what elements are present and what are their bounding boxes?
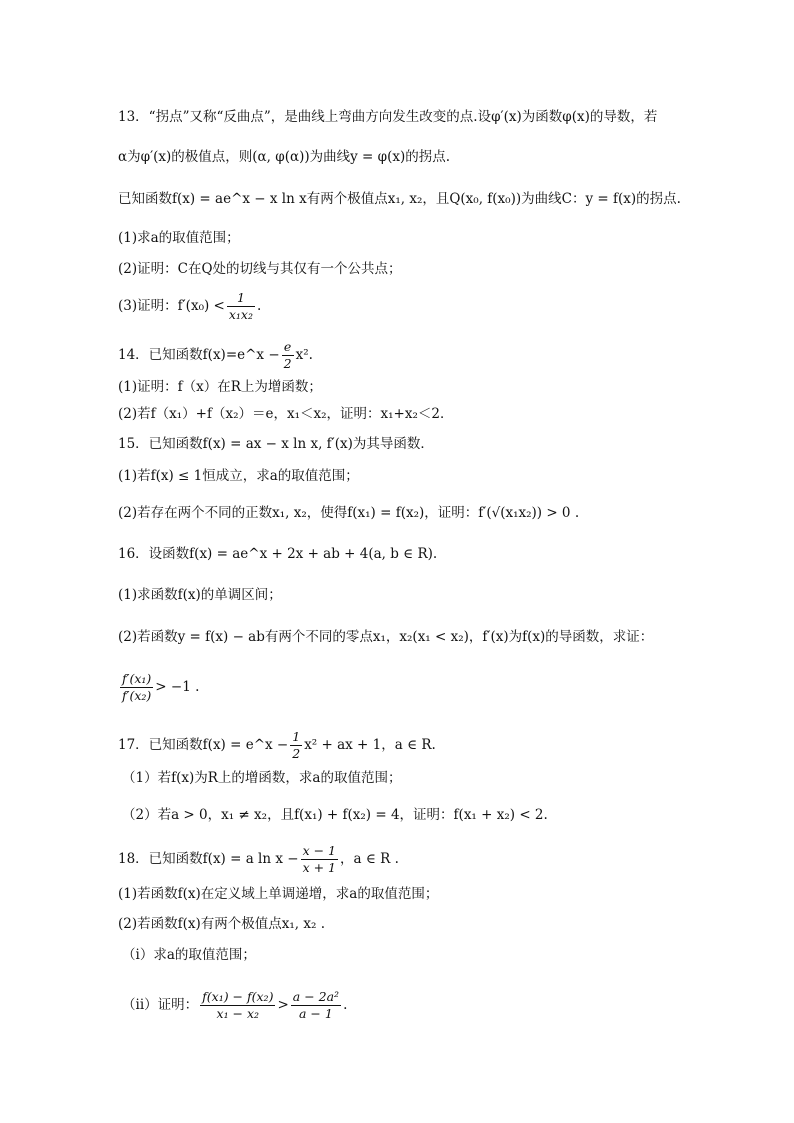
p14-stem-suffix: x². bbox=[295, 347, 313, 363]
q3-denominator: x₁x₂ bbox=[228, 307, 253, 322]
problem-13-question-2: (2)证明：C在Q处的切线与其仅有一个公共点； bbox=[118, 261, 402, 277]
p18-ii-numerator-2: a − 2a² bbox=[292, 989, 340, 1004]
problem-13-question-3 bbox=[118, 290, 714, 323]
problem-16-question-2: (2)若函数y = f(x) − ab有两个不同的零点x₁，x₂(x₁ < x₂)，f′(x)为f(x)的导函数，求证： bbox=[118, 629, 654, 645]
problem-13-line-1: 13．“拐点”又称“反曲点”，是曲线上弯曲方向发生改变的点.设φ′(x)为函数φ(x)的导数，若 bbox=[118, 109, 658, 125]
problem-15-question-2: (2)若存在两个不同的正数x₁, x₂，使得f(x₁) = f(x₂)，证明：f′(√(x₁x₂)) > 0 . bbox=[118, 505, 580, 521]
p16-fraction bbox=[120, 671, 153, 704]
p18-ii-denominator-2: a − 1 bbox=[299, 1006, 333, 1021]
p18-ii-denominator-1: x₁ − x₂ bbox=[216, 1006, 260, 1021]
q3-suffix: . bbox=[256, 298, 262, 314]
problem-18-question-1: (1)若函数f(x)在定义域上单调递增，求a的取值范围； bbox=[118, 886, 439, 902]
p17-numerator: 1 bbox=[292, 729, 301, 744]
p18-denominator: x + 1 bbox=[302, 860, 337, 875]
p18-ii-prefix: （ii）证明： bbox=[122, 997, 199, 1013]
p17-denominator: 2 bbox=[292, 746, 301, 761]
p18-stem-prefix: 18．已知函数f(x) = a ln x − bbox=[118, 851, 299, 867]
p18-ii-suffix: . bbox=[343, 997, 348, 1013]
q3-numerator: 1 bbox=[227, 290, 255, 307]
p18-fraction bbox=[301, 843, 338, 876]
p14-fraction bbox=[282, 339, 294, 372]
p18-stem-suffix: ，a ∈ R . bbox=[340, 851, 399, 867]
problem-14-question-2: (2)若f（x₁）+f（x₂）＝e，x₁＜x₂，证明：x₁+x₂＜2． bbox=[118, 406, 454, 422]
problem-17-question-1: （1）若f(x)为R上的增函数，求a的取值范围； bbox=[122, 770, 402, 786]
problem-15-stem: 15．已知函数f(x) = ax − x ln x, f′(x)为其导函数． bbox=[118, 436, 434, 452]
problem-18-question-2-i: （i）求a的取值范围； bbox=[122, 947, 256, 963]
p17-stem-suffix: x² + ax + 1，a ∈ R. bbox=[304, 737, 436, 753]
q3-fraction bbox=[227, 290, 255, 323]
problem-18-question-2: (2)若函数f(x)有两个极值点x₁, x₂ . bbox=[118, 916, 325, 932]
p17-stem-prefix: 17．已知函数f(x) = e^x − bbox=[118, 737, 289, 753]
problem-15-question-1: (1)若f(x) ≤ 1恒成立，求a的取值范围； bbox=[118, 468, 359, 484]
p14-numerator: e bbox=[282, 339, 294, 356]
p16-denominator: f′(x₂) bbox=[122, 688, 152, 703]
problem-14-stem bbox=[118, 339, 714, 372]
problem-16-question-1: (1)求函数f(x)的单调区间； bbox=[118, 587, 282, 603]
p18-ii-comparison: > bbox=[277, 997, 289, 1013]
problem-13-line-2: α为φ′(x)的极值点，则(α, φ(α))为曲线y = φ(x)的拐点. bbox=[118, 149, 451, 165]
p18-numerator: x − 1 bbox=[302, 843, 337, 858]
problem-17-stem bbox=[118, 729, 714, 762]
p18-ii-fraction-2 bbox=[291, 989, 341, 1022]
q3-prefix: (3)证明：f′(x₀) < bbox=[118, 298, 225, 314]
p14-stem-prefix: 14．已知函数f(x)=e^x − bbox=[118, 347, 280, 363]
problem-14-question-1: (1)证明：f（x）在R上为增函数； bbox=[118, 379, 322, 395]
problem-18-stem bbox=[118, 843, 714, 876]
p18-ii-numerator-1: f(x₁) − f(x₂) bbox=[202, 989, 274, 1004]
problem-13-line-3: 已知函数f(x) = ae^x − x ln x有两个极值点x₁, x₂，且Q(x₀, f(x₀))为曲线C：y = f(x)的拐点. bbox=[118, 191, 681, 207]
problem-16-question-2-conclusion bbox=[118, 671, 714, 704]
problem-18-question-2-ii bbox=[122, 989, 714, 1022]
p18-ii-fraction-1 bbox=[200, 989, 275, 1022]
problem-16-stem: 16．设函数f(x) = ae^x + 2x + ab + 4(a, b ∈ R). bbox=[118, 546, 438, 562]
p17-fraction bbox=[290, 729, 302, 762]
p14-denominator: 2 bbox=[283, 356, 292, 371]
problem-17-question-2: （2）若a > 0，x₁ ≠ x₂，且f(x₁) + f(x₂) = 4，证明：f(x₁ + x₂) < 2. bbox=[122, 807, 548, 823]
p16-numerator: f′(x₁) bbox=[122, 671, 152, 686]
p16-conclusion-suffix: > −1 . bbox=[155, 679, 200, 695]
problem-13-question-1: (1)求a的取值范围； bbox=[118, 230, 240, 246]
